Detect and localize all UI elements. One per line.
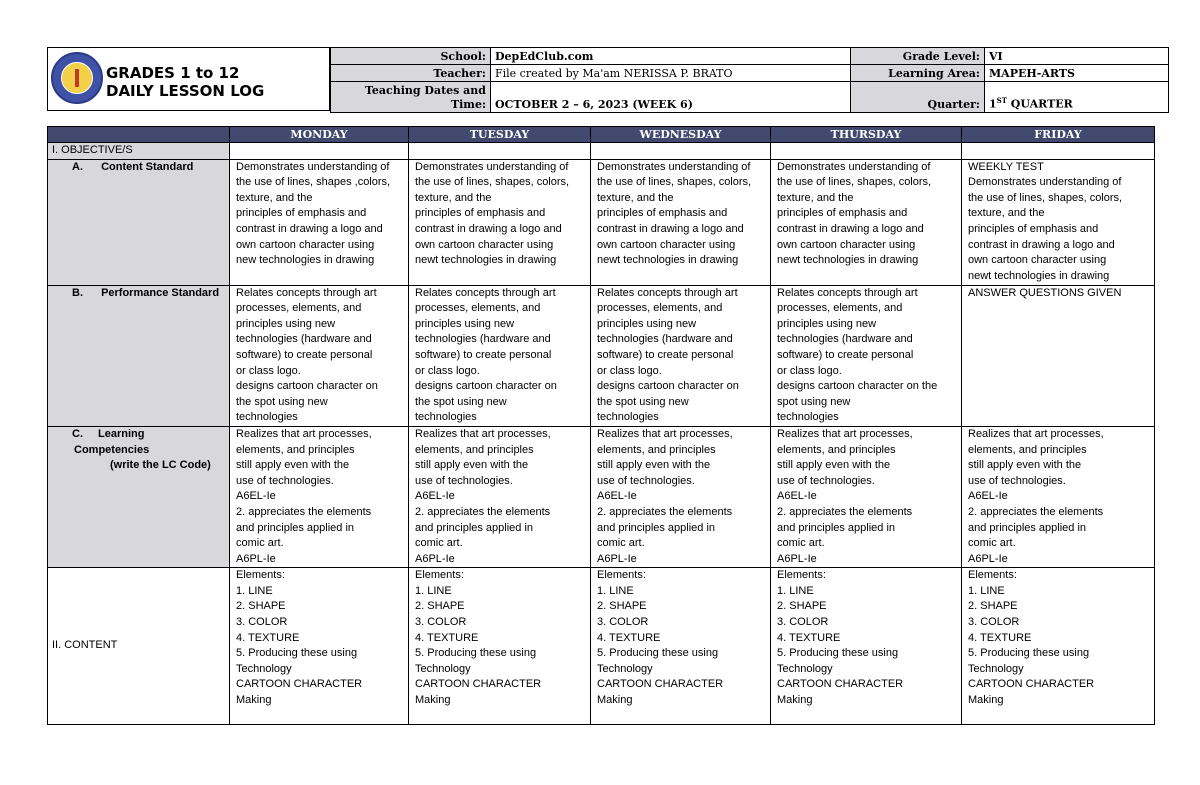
- table-cell: Realizes that art processes, elements, and principles still apply even with the use of technologies. A6EL-Ie 2. appreciates the elements and principles applied in comic art. A6PL-Ie: [230, 426, 409, 567]
- learning-area-label: Learning Area:: [851, 65, 985, 82]
- content-label: II. CONTENT: [48, 568, 230, 725]
- school-label: School:: [331, 48, 491, 65]
- learning-competencies-label: [48, 426, 230, 567]
- table-cell: [230, 143, 409, 160]
- table-cell: Elements: 1. LINE 2. SHAPE 3. COLOR 4. TEXTURE 5. Producing these using Technology CARTOON CHARACTER Making: [771, 568, 962, 725]
- table-cell: Elements: 1. LINE 2. SHAPE 3. COLOR 4. TEXTURE 5. Producing these using Technology CARTOON CHARACTER Making: [230, 568, 409, 725]
- title-line-2: DAILY LESSON LOG: [106, 82, 265, 100]
- table-cell: Demonstrates understanding of the use of lines, shapes ,colors, texture, and the principles of emphasis and contrast in drawing a logo and own cartoon character using new technologies in drawing: [230, 159, 409, 285]
- learning-competencies-letter: C.: [72, 427, 83, 440]
- objectives-row: [48, 143, 1155, 160]
- title-line-1: GRADES 1 to 12: [106, 64, 240, 82]
- content-standard-label: [48, 159, 230, 285]
- learning-competencies-line1: Learning: [98, 427, 145, 440]
- day-header-monday: MONDAY: [230, 127, 409, 143]
- quarter-number: 1: [989, 98, 997, 111]
- page-title: [106, 64, 264, 100]
- learning-competencies-line3: (write the LC Code): [110, 459, 211, 472]
- day-header-friday: FRIDAY: [962, 127, 1155, 143]
- day-header-row: [48, 127, 1155, 143]
- lesson-log-table: [47, 126, 1155, 725]
- table-cell: [409, 143, 591, 160]
- grade-level-label: Grade Level:: [851, 48, 985, 65]
- day-header-wednesday: WEDNESDAY: [591, 127, 771, 143]
- day-header-tuesday: TUESDAY: [409, 127, 591, 143]
- table-cell: [591, 143, 771, 160]
- table-cell: WEEKLY TEST Demonstrates understanding of the use of lines, shapes, colors, texture, and the principles of emphasis and contrast in drawing a logo and own cartoon character using newt technologies in drawing: [962, 159, 1155, 285]
- performance-standard-letter: B.: [72, 286, 83, 299]
- table-cell: Elements: 1. LINE 2. SHAPE 3. COLOR 4. TEXTURE 5. Producing these using Technology CARTOON CHARACTER Making: [962, 568, 1155, 725]
- header-info-table: [330, 47, 1169, 113]
- table-cell: Relates concepts through art processes, elements, and principles using new technologies (hardware and software) to create personal or class logo. designs cartoon character on the spot using new technologies: [771, 285, 962, 426]
- teacher-value: File created by Ma'am NERISSA P. BRATO: [491, 65, 851, 82]
- table-cell: Realizes that art processes, elements, and principles still apply even with the use of technologies. A6EL-Ie 2. appreciates the elements and principles applied in comic art. A6PL-Ie: [591, 426, 771, 567]
- content-row: [48, 568, 1155, 725]
- performance-standard-label: [48, 285, 230, 426]
- grade-level-value: VI: [985, 48, 1169, 65]
- quarter-value: [985, 82, 1169, 113]
- teaching-dates-label-line1: Teaching Dates and: [364, 84, 486, 97]
- table-cell: Elements: 1. LINE 2. SHAPE 3. COLOR 4. TEXTURE 5. Producing these using Technology CARTOON CHARACTER Making: [591, 568, 771, 725]
- content-standard-row: [48, 159, 1155, 285]
- table-cell: Realizes that art processes, elements, and principles still apply even with the use of technologies. A6EL-Ie 2. appreciates the elements and principles applied in comic art. A6PL-Ie: [962, 426, 1155, 567]
- quarter-text: QUARTER: [1006, 98, 1073, 111]
- teaching-dates-value: OCTOBER 2 – 6, 2023 (WEEK 6): [491, 82, 851, 113]
- content-standard-text: Content Standard: [101, 160, 194, 173]
- quarter-label: Quarter:: [851, 82, 985, 113]
- table-cell: Demonstrates understanding of the use of lines, shapes, colors, texture, and the principles of emphasis and contrast in drawing a logo and own cartoon character using newt technologies in drawing: [771, 159, 962, 285]
- quarter-suffix: ST: [996, 96, 1007, 106]
- school-value: DepEdClub.com: [491, 48, 851, 65]
- table-cell: Realizes that art processes, elements, and principles still apply even with the use of technologies. A6EL-Ie 2. appreciates the elements and principles applied in comic art. A6PL-Ie: [771, 426, 962, 567]
- table-cell: Demonstrates understanding of the use of lines, shapes, colors, texture, and the principles of emphasis and contrast in drawing a logo and own cartoon character using newt technologies in drawing: [591, 159, 771, 285]
- learning-competencies-row: [48, 426, 1155, 567]
- teaching-dates-label-line2: Time:: [450, 98, 486, 111]
- table-cell: Demonstrates understanding of the use of lines, shapes, colors, texture, and the principles of emphasis and contrast in drawing a logo and own cartoon character using newt technologies in drawing: [409, 159, 591, 285]
- teacher-label: Teacher:: [331, 65, 491, 82]
- day-header-thursday: THURSDAY: [771, 127, 962, 143]
- learning-competencies-line2: Competencies: [74, 443, 150, 456]
- deped-seal-icon: [51, 52, 103, 104]
- table-cell: Realizes that art processes, elements, and principles still apply even with the use of technologies. A6EL-Ie 2. appreciates the elements and principles applied in comic art. A6PL-Ie: [409, 426, 591, 567]
- header-title-block: [47, 47, 330, 111]
- learning-area-value: MAPEH-ARTS: [985, 65, 1169, 82]
- table-cell: [771, 143, 962, 160]
- table-cell: Relates concepts through art processes, elements, and principles using new technologies (hardware and software) to create personal or class logo. designs cartoon character on the spot using new technologies: [591, 285, 771, 426]
- objectives-label: I. OBJECTIVE/S: [48, 143, 230, 160]
- teaching-dates-label: [331, 82, 491, 113]
- table-cell: Relates concepts through art processes, elements, and principles using new technologies (hardware and software) to create personal or class logo. designs cartoon character on the spot using new technologies: [409, 285, 591, 426]
- table-cell: Relates concepts through art processes, elements, and principles using new technologies (hardware and software) to create personal or class logo. designs cartoon character on the spot using new technologies: [230, 285, 409, 426]
- day-header-blank: [48, 127, 230, 143]
- content-standard-letter: A.: [72, 160, 83, 173]
- table-cell: ANSWER QUESTIONS GIVEN: [962, 285, 1155, 426]
- table-cell: Elements: 1. LINE 2. SHAPE 3. COLOR 4. TEXTURE 5. Producing these using Technology CARTOON CHARACTER Making: [409, 568, 591, 725]
- performance-standard-text: Performance Standard: [101, 286, 220, 299]
- performance-standard-row: [48, 285, 1155, 426]
- table-cell: [962, 143, 1155, 160]
